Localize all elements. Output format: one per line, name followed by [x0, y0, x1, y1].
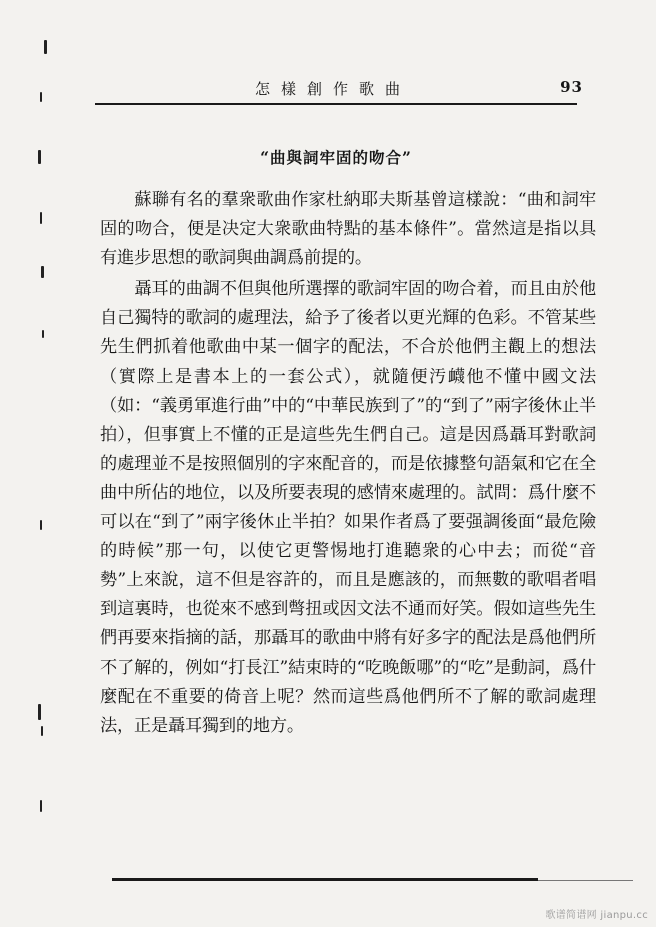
scan-speck [38, 150, 41, 164]
header-rule [95, 103, 577, 105]
section-title: “曲與詞牢固的吻合” [260, 148, 412, 167]
footer-rule-thin [538, 880, 633, 881]
scan-speck [38, 704, 41, 720]
scan-speck [42, 330, 44, 338]
body-text [100, 186, 596, 741]
scan-speck [40, 800, 42, 812]
scan-speck [40, 92, 42, 102]
footer-rule [112, 878, 538, 881]
scan-speck [41, 726, 43, 736]
scan-speck [40, 212, 42, 224]
running-title: 怎樣創作歌曲 [255, 80, 412, 98]
scan-speck [40, 520, 42, 530]
scan-speck [41, 266, 44, 278]
paragraph: 聶耳的曲調不但與他所選擇的歌詞牢固的吻合着，而且由於他自己獨特的歌詞的處理法，給予了後者以更光輝的色彩。不管某些先生們抓着他歌曲中某一個字的配法，不合於他們主觀上的想法（實際上是書本上的一套公式），就隨便汚衊他不懂中國文法（如：“義勇軍進行曲”中的“中華民族到了”的“到了”兩字後休止半拍），但事實上不懂的正是這些先生們自己。這是因爲聶耳對歌詞的處理並不是按照個別的字來配音的，而是依據整句語氣和它在全曲中所佔的地位，以及所要表現的感情來處理的。試問：爲什麼不可以在“到了”兩字後休止半拍？如果作者爲了要强調後面“最危險的時候”那一句，以使它更警惕地打進聽衆的心中去；而從“音勢”上來說，這不但是容許的，而且是應該的，而無數的歌唱者唱到這裏時，也從來不感到彆扭或因文法不通而好笑。假如這些先生們再要來指摘的話，那聶耳的歌曲中將有好多字的配法是爲他們所不了解的，例如“打長江”結束時的“吃晚飯哪”的“吃”是動詞，爲什麼配在不重要的倚音上呢？然而這些爲他們所不了解的歌詞處理法，正是聶耳獨到的地方。 [100, 279, 596, 736]
paragraph: 蘇聯有名的羣衆歌曲作家杜納耶夫斯基曾這樣說：“曲和詞牢固的吻合，便是决定大衆歌曲特點的基本條件”。當然這是指以具有進步思想的歌詞與曲調爲前提的。 [100, 190, 596, 269]
scan-speck [44, 40, 47, 54]
watermark: 歌谱简谱网 jianpu.cc [545, 910, 648, 921]
page-number: 93 [560, 78, 583, 96]
running-header [95, 78, 595, 100]
